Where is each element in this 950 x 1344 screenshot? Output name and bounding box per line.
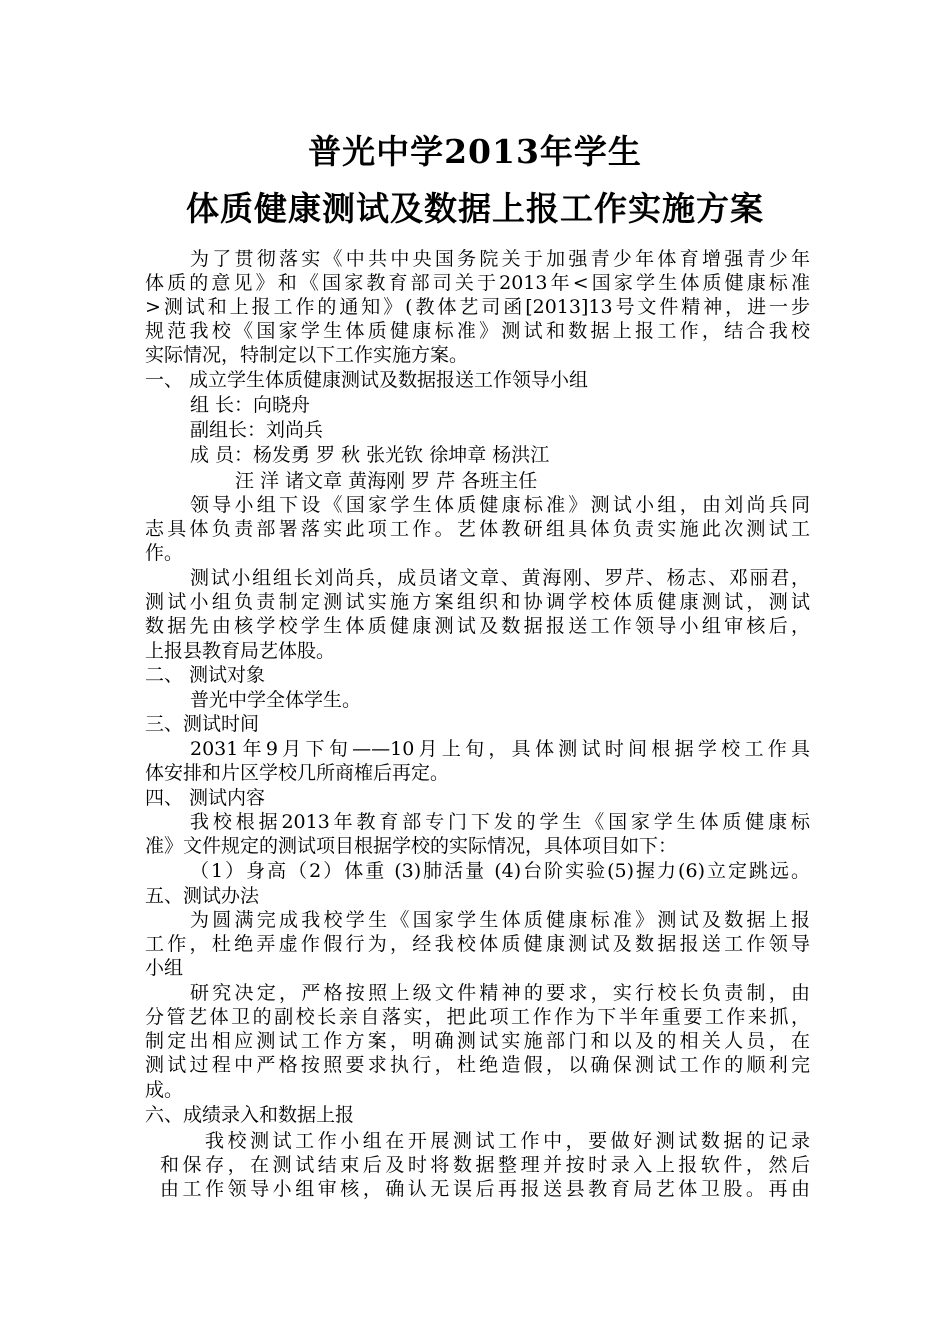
body-line: >测试和上报工作的通知》(教体艺司函[2013]13号文件精神，进一步 (145, 296, 810, 318)
body-line: 为了贯彻落实《中共中央国务院关于加强青少年体育增强青少年 (190, 248, 810, 270)
body-line: 数据先由核学校学生体质健康测试及数据报送工作领导小组审核后， (145, 615, 810, 637)
body-line: 小组 (145, 957, 184, 979)
body-line: 准》文件规定的测试项目根据学校的实际情况，具体项目如下： (145, 835, 678, 857)
body-line: 2031年9月下旬——10月上旬，具体测试时间根据学校工作具 (190, 738, 810, 760)
body-line: 为圆满完成我校学生《国家学生体质健康标准》测试及数据上报 (190, 909, 810, 931)
document-title-line-2: 体质健康测试及数据上报工作实施方案 (186, 189, 764, 228)
body-line: 副组长：刘尚兵 (190, 419, 324, 441)
body-line: 由工作领导小组审核，确认无误后再报送县教育局艺体卫股。再由 (160, 1178, 810, 1200)
body-line: 工作，杜绝弄虚作假行为，经我校体质健康测试及数据报送工作领导 (145, 933, 810, 955)
body-line: 和保存，在测试结束后及时将数据整理并按时录入上报软件，然后 (160, 1154, 810, 1176)
body-line: 测试小组组长刘尚兵，成员诸文章、黄海刚、罗芹、杨志、邓丽君， (190, 567, 810, 589)
body-line: 二、 测试对象 (145, 664, 266, 686)
body-line: 五、测试办法 (145, 885, 260, 907)
body-line: 分管艺体卫的副校长亲自落实，把此项工作作为下半年重要工作来抓， (145, 1006, 810, 1028)
body-line: 普光中学全体学生。 (190, 689, 362, 711)
body-line: 上报县教育局艺体股。 (145, 640, 336, 662)
body-line: （1）身高（2）体重 (3)肺活量 (4)台阶实验(5)握力(6)立定跳远。 (190, 860, 810, 882)
body-line: 一、 成立学生体质健康测试及数据报送工作领导小组 (145, 369, 589, 391)
body-line: 测试过程中严格按照要求执行，杜绝造假，以确保测试工作的顺利完 (145, 1054, 810, 1076)
body-line: 我校测试工作小组在开展测试工作中，要做好测试数据的记录 (205, 1130, 810, 1152)
body-line: 志具体负责部署落实此项工作。艺体教研组具体负责实施此次测试工 (145, 518, 810, 540)
body-line: 领导小组下设《国家学生体质健康标准》测试小组，由刘尚兵同 (190, 494, 810, 516)
body-line: 测试小组负责制定测试实施方案组织和协调学校体质健康测试，测试 (145, 591, 810, 613)
body-line: 规范我校《国家学生体质健康标准》测试和数据上报工作，结合我校 (145, 320, 810, 342)
body-line: 成 员：杨发勇 罗 秋 张光钦 徐坤章 杨洪江 (190, 444, 550, 466)
body-line: 体安排和片区学校几所商榷后再定。 (145, 762, 450, 784)
body-line: 作。 (145, 542, 184, 564)
body-line: 实际情况，特制定以下工作实施方案。 (145, 344, 469, 366)
body-line: 我校根据2013年教育部专门下发的学生《国家学生体质健康标 (190, 811, 810, 833)
body-line: 组 长：向晓舟 (190, 394, 311, 416)
document-title-line-1: 普光中学2013年学生 (308, 132, 642, 171)
body-line: 汪 洋 诸文章 黄海刚 罗 芹 各班主任 (235, 470, 538, 492)
body-line: 体质的意见》和《国家教育部司关于2013年<国家学生体质健康标准 (145, 272, 810, 294)
body-line: 三、测试时间 (145, 713, 260, 735)
body-line: 六、成绩录入和数据上报 (145, 1104, 355, 1126)
body-line: 成。 (145, 1079, 184, 1101)
body-line: 制定出相应测试工作方案，明确测试实施部门和以及的相关人员，在 (145, 1030, 810, 1052)
body-line: 研究决定，严格按照上级文件精神的要求，实行校长负责制，由 (190, 982, 810, 1004)
body-line: 四、 测试内容 (145, 787, 266, 809)
